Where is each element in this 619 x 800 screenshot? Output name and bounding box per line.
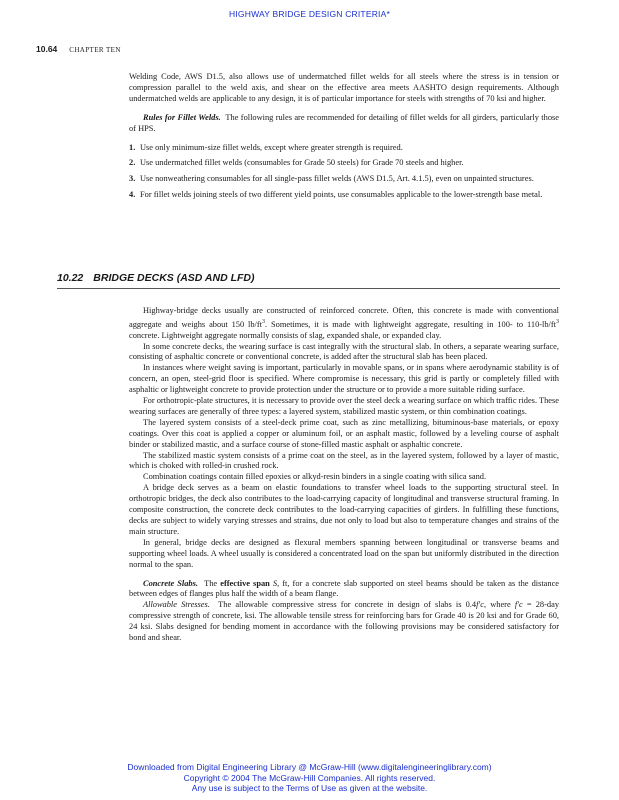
deck-paragraph-7: Combination coatings contain filled epoxies or alkyd-resin binders in a single coating with silica sand. <box>143 472 487 482</box>
upper-text-block <box>129 72 559 201</box>
concrete-slabs-heading: Concrete Slabs. <box>143 578 198 588</box>
deck-text-block <box>129 306 559 644</box>
list-item <box>129 143 559 154</box>
text-run: concrete. Lightweight aggregate normally consists of slag, expanded shale, or expanded clay. <box>129 330 442 340</box>
list-item <box>129 158 559 169</box>
text-run: , where <box>483 600 511 610</box>
footer-download-link[interactable]: Downloaded from Digital Engineering Library @ McGraw-Hill (www.digitalengineeringlibrary.com) <box>127 762 492 772</box>
bold-term: effective span <box>220 578 270 588</box>
list-item <box>129 174 559 185</box>
list-item-number: 2. <box>129 158 136 168</box>
allowable-stresses-paragraph <box>129 600 559 644</box>
list-item-number: 1. <box>129 142 136 152</box>
concrete-slabs-paragraph <box>129 579 559 601</box>
symbol: f′c <box>476 600 484 610</box>
deck-paragraph-6: The stabilized mastic system consists of a prime coat on the steel, as in the layered system, followed by a layer of mastic, which is choked with rolled-in crushed rock. <box>129 450 559 471</box>
section-heading <box>57 272 254 284</box>
footer-terms[interactable]: Any use is subject to the Terms of Use as given at the website. <box>191 783 428 793</box>
list-item-number: 3. <box>129 174 136 184</box>
fillet-rules-list <box>129 143 559 202</box>
list-item-text: Use only minimum-size fillet welds, except where greater strength is required. <box>140 142 403 152</box>
intro-paragraph: Welding Code, AWS D1.5, also allows use of undermatched fillet welds for all steels where the stress is in tension or compression parallel to the weld axis, and shear on the effective area meets AASHTO design requirements. Although undermatched welds are applicable to any design, it is of particular importance for steels with strengths of 70 ksi and higher. <box>129 72 559 103</box>
allowable-stresses-heading: Allowable Stresses. <box>143 600 210 610</box>
superscript: 3 <box>556 318 559 325</box>
superscript: 3 <box>262 318 266 325</box>
footer-copyright: Copyright © 2004 The McGraw-Hill Companies. All rights reserved. <box>183 772 436 783</box>
header-banner: HIGHWAY BRIDGE DESIGN CRITERIA* <box>229 9 390 19</box>
deck-paragraph-2: In some concrete decks, the wearing surface is cast integrally with the structural slab. In others, a separate wearing surface, consisting of asphaltic concrete or conventional concrete, is added after the structural slab has been placed. <box>129 341 559 362</box>
text-run: Highway-bridge decks usually are constructed of reinforced concrete. Often, this concrete is made with conventional aggregate and weighs about 150 lb/ft <box>129 306 559 329</box>
section-title: BRIDGE DECKS (ASD AND LFD) <box>93 272 255 284</box>
text-run: The <box>204 578 218 588</box>
text-run: , ft, for a concrete slab supported on steel beams should be taken as the distance between edges of flanges plus half the width of a beam flange. <box>129 578 560 599</box>
deck-paragraph-9: In general, bridge decks are designed as flexural members spanning between longitudinal or transverse beams and supporting wheel loads. A wheel usually is considered a concentrated load on the span but uniformly distributed in the direction normal to the span. <box>129 537 559 569</box>
footer <box>0 762 619 794</box>
deck-paragraph-8: A bridge deck serves as a beam on elastic foundations to transfer wheel loads to the supporting structural steel. In orthotropic bridges, the deck also contributes to the load-carrying capacity of longitudinal and transverse structural framing. In composite construction, the concrete deck contributes to the load-carrying capacities of girders. In fulfilling these functions, decks are subject to widely varying stresses and strains, due not only to load but also to temperature changes and strains of the main structure. <box>129 483 559 536</box>
deck-paragraph-1 <box>129 306 559 342</box>
deck-paragraph-4: For orthotropic-plate structures, it is necessary to provide over the steel deck a wearing surface on which traffic rides. These wearing surfaces are generally of three types: a layered system, stabilized mastic system, or thin combination coatings. <box>129 396 559 416</box>
text-run: . Sometimes, it is made with lightweight aggregate, resulting in 100- to 110-lb/ft <box>265 319 556 329</box>
fillet-rules-lead <box>129 113 559 135</box>
section-divider <box>57 288 560 289</box>
deck-paragraph-3: In instances where weight saving is important, particularly in movable spans, or in spans where aerodynamic stability is of concern, an open, steel-grid floor is specified. Where compromise is necessary, this grid is partly or completely filled with asphaltic or lightweight concrete to provide protection under the structure or to provide a more suitable riding surface. <box>129 363 559 395</box>
text-run: = 28-day compressive strength of concrete, ksi. The allowable tensile stress for reinforcing bars for Grade 40 is 20 ksi and for Grade 60, 24 ksi. Slabs designed for bending moment in accordance with the following provisions may be considered satisfactory for bond and shear. <box>129 600 560 643</box>
fillet-rules-lead-text: The following rules are recommended for detailing of fillet welds for all girders, particularly those of HPS. <box>129 112 559 133</box>
deck-paragraph-5: The layered system consists of a steel-deck prime coat, such as zinc metallizing, bituminous-base materials, or epoxy coatings. Over this coat is applied a copper or aluminum foil, or an asphalt mastic, followed by a leveling course of asphalt binder or stabilized mastic, and a surface course of stone-filled mastic asphalt or asphaltic concrete. <box>129 417 559 449</box>
symbol: f′c <box>514 600 523 610</box>
running-head <box>36 44 121 54</box>
list-item-text: Use undermatched fillet welds (consumables for Grade 50 steels) for Grade 70 steels and higher. <box>140 158 464 168</box>
list-item-text: Use nonweathering consumables for all single-pass fillet welds (AWS D1.5, Art. 4.1.5), even on unpainted structures. <box>140 174 534 184</box>
page-number: 10.64 <box>36 44 58 54</box>
text-run: The allowable compressive stress for concrete in design of slabs is 0.4 <box>218 600 477 610</box>
symbol: S <box>272 578 278 588</box>
list-item-text: For fillet welds joining steels of two different yield points, use consumables applicable to the lower-strength base metal. <box>140 190 543 200</box>
list-item <box>129 190 559 201</box>
fillet-rules-heading: Rules for Fillet Welds. <box>143 112 221 122</box>
section-number: 10.22 <box>57 272 84 284</box>
chapter-label: CHAPTER TEN <box>69 46 121 54</box>
list-item-number: 4. <box>129 190 136 200</box>
